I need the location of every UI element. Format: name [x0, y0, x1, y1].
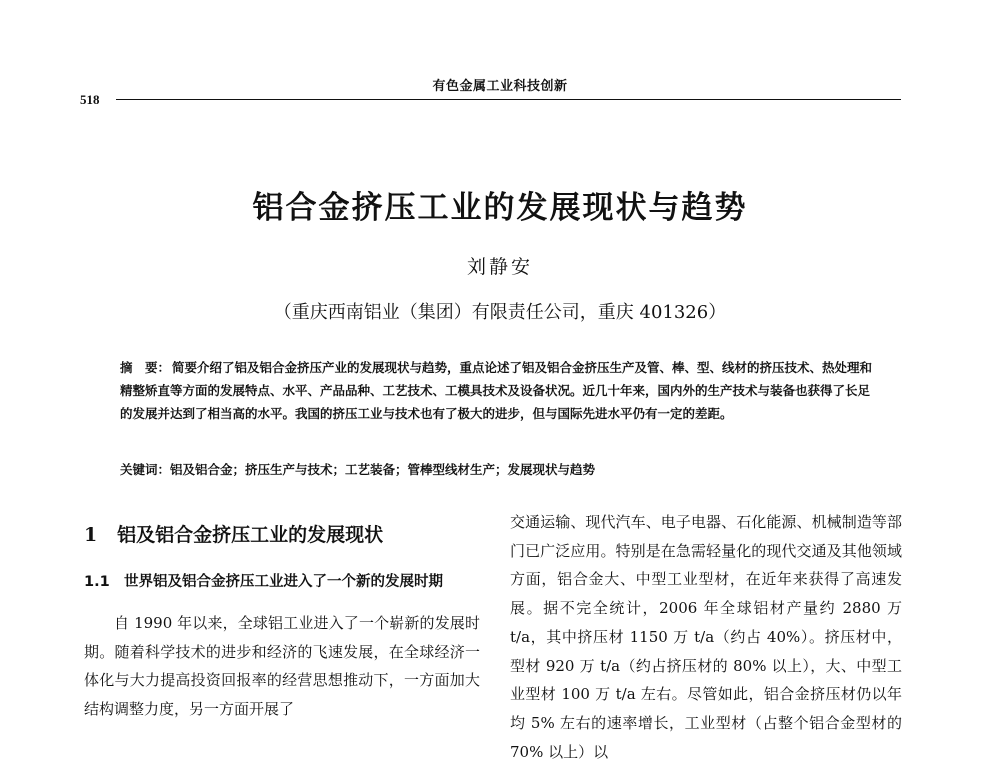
section-1-1-title: 世界铝及铝合金挤压工业进入了一个新的发展时期: [124, 574, 443, 590]
keywords-text: 铝及铝合金；挤压生产与技术；工艺装备；管棒型线材生产；发展现状与趋势: [170, 462, 596, 477]
keywords-label: 关键词：: [120, 462, 171, 477]
right-column: [510, 508, 902, 766]
section-1-1-heading: [84, 570, 480, 595]
abstract-label: 摘 要：: [120, 360, 171, 375]
abstract: [120, 356, 880, 425]
section-1-number: 1: [84, 524, 98, 546]
section-1-title: 铝及铝合金挤压工业的发展现状: [117, 524, 384, 546]
running-header-title: 有色金属工业科技创新: [432, 79, 568, 94]
header-rule: [116, 99, 901, 100]
section-1-1-number: 1.1: [84, 574, 110, 590]
left-body-paragraph: 自 1990 年以来，全球铝工业进入了一个崭新的发展时期。随着科学技术的进步和经济的飞速发展，在全球经济一体化与大力提高投资回报率的经营思想推动下，一方面加大结构调整力度，另一方面开展了: [84, 614, 480, 718]
affiliation: （重庆西南铝业（集团）有限责任公司，重庆 401326）: [273, 302, 727, 323]
left-column: [84, 520, 480, 723]
section-1-heading: [84, 520, 480, 550]
author-name: 刘静安: [466, 256, 533, 278]
keywords: [120, 460, 880, 480]
paper-title: 铝合金挤压工业的发展现状与趋势: [252, 190, 748, 226]
abstract-text: 简要介绍了铝及铝合金挤压产业的发展现状与趋势，重点论述了铝及铝合金挤压生产及管、棒、型、线材的挤压技术、热处理和精整矫直等方面的发展特点、水平、产品品种、工艺技术、工模具技术及设备状况。近几十年来，国内外的生产技术与装备也获得了长足的发展并达到了相当高的水平。我国的挤压工业与技术也有了极大的进步，但与国际先进水平仍有一定的差距。: [120, 360, 873, 421]
right-body-paragraph: 交通运输、现代汽车、电子电器、石化能源、机械制造等部门已广泛应用。特别是在急需轻量化的现代交通及其他领域方面，铝合金大、中型工业型材，在近年来获得了高速发展。据不完全统计，2006 年全球铝材产量约 2880 万 t/a，其中挤压材 1150 万 t/a（约占 40%）。挤压材中，型材 920 万 t/a（约占挤压材的 80% 以上），大、中型工业型材 100 万 t/a 左右。尽管如此，铝合金挤压材仍以年均 5% 左右的速率增长，工业型材（占整个铝合金型材的 70% 以上）以: [510, 513, 902, 761]
page-number: 518: [80, 92, 100, 107]
